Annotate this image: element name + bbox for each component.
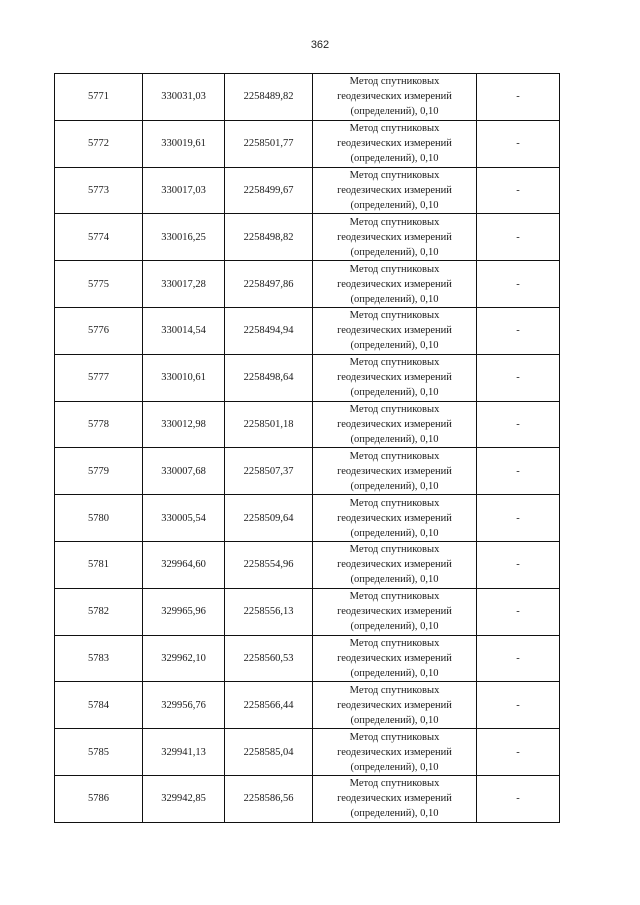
description-cell: -	[477, 401, 560, 448]
method-line: Метод спутниковых	[349, 450, 440, 462]
y-coordinate-cell: 2258554,96	[225, 541, 313, 588]
method-line: (определений), 0,10	[350, 246, 439, 258]
point-number-cell: 5781	[55, 541, 143, 588]
method-line: Метод спутниковых	[349, 216, 440, 228]
point-number-cell: 5777	[55, 354, 143, 401]
method-line: (определений), 0,10	[350, 574, 439, 586]
page-number: 362	[310, 39, 330, 51]
x-coordinate-cell: 330019,61	[143, 120, 225, 167]
x-coordinate-cell: 330017,28	[143, 261, 225, 308]
description-cell: -	[477, 120, 560, 167]
method-line: (определений), 0,10	[350, 199, 439, 211]
y-coordinate-cell: 2258489,82	[225, 74, 313, 121]
table-row	[55, 261, 560, 308]
y-coordinate-cell: 2258556,13	[225, 588, 313, 635]
method-cell	[313, 214, 477, 261]
method-line: геодезических измерений	[337, 559, 452, 571]
table-row	[55, 354, 560, 401]
x-coordinate-cell: 330014,54	[143, 307, 225, 354]
method-line: (определений), 0,10	[350, 808, 439, 820]
method-cell	[313, 448, 477, 495]
table-row	[55, 495, 560, 542]
x-coordinate-cell: 330031,03	[143, 74, 225, 121]
description-cell: -	[477, 261, 560, 308]
description-cell: -	[477, 74, 560, 121]
point-number-cell: 5783	[55, 635, 143, 682]
x-coordinate-cell: 330017,03	[143, 167, 225, 214]
method-line: (определений), 0,10	[350, 387, 439, 399]
point-number-cell: 5782	[55, 588, 143, 635]
method-cell	[313, 775, 477, 822]
method-cell	[313, 541, 477, 588]
coordinates-table-body	[55, 74, 560, 823]
coordinates-table	[54, 73, 560, 823]
y-coordinate-cell: 2258586,56	[225, 775, 313, 822]
method-line: геодезических измерений	[337, 793, 452, 805]
method-line: Метод спутниковых	[349, 263, 440, 275]
y-coordinate-cell: 2258501,18	[225, 401, 313, 448]
table-row	[55, 635, 560, 682]
method-cell	[313, 729, 477, 776]
table-row	[55, 167, 560, 214]
method-cell	[313, 588, 477, 635]
point-number-cell: 5786	[55, 775, 143, 822]
method-line: Метод спутниковых	[349, 497, 440, 509]
x-coordinate-cell: 330016,25	[143, 214, 225, 261]
method-line: геодезических измерений	[337, 418, 452, 430]
table-row	[55, 307, 560, 354]
method-line: Метод спутниковых	[349, 76, 440, 88]
y-coordinate-cell: 2258507,37	[225, 448, 313, 495]
method-line: Метод спутниковых	[349, 169, 440, 181]
y-coordinate-cell: 2258498,82	[225, 214, 313, 261]
description-cell: -	[477, 775, 560, 822]
method-line: геодезических измерений	[337, 91, 452, 103]
method-line: (определений), 0,10	[350, 761, 439, 773]
point-number-cell: 5772	[55, 120, 143, 167]
method-line: геодезических измерений	[337, 512, 452, 524]
method-line: Метод спутниковых	[349, 403, 440, 415]
y-coordinate-cell: 2258497,86	[225, 261, 313, 308]
y-coordinate-cell: 2258499,67	[225, 167, 313, 214]
point-number-cell: 5780	[55, 495, 143, 542]
method-cell	[313, 74, 477, 121]
method-line: Метод спутниковых	[349, 778, 440, 790]
description-cell: -	[477, 682, 560, 729]
point-number-cell: 5784	[55, 682, 143, 729]
method-line: (определений), 0,10	[350, 480, 439, 492]
method-line: геодезических измерений	[337, 606, 452, 618]
method-cell	[313, 401, 477, 448]
method-cell	[313, 307, 477, 354]
method-line: Метод спутниковых	[349, 591, 440, 603]
table-row	[55, 541, 560, 588]
method-line: Метод спутниковых	[349, 310, 440, 322]
method-line: (определений), 0,10	[350, 621, 439, 633]
description-cell: -	[477, 448, 560, 495]
method-line: (определений), 0,10	[350, 153, 439, 165]
x-coordinate-cell: 330005,54	[143, 495, 225, 542]
method-line: Метод спутниковых	[349, 637, 440, 649]
table-row	[55, 214, 560, 261]
x-coordinate-cell: 329965,96	[143, 588, 225, 635]
x-coordinate-cell: 329941,13	[143, 729, 225, 776]
table-row	[55, 682, 560, 729]
y-coordinate-cell: 2258501,77	[225, 120, 313, 167]
table-row	[55, 448, 560, 495]
description-cell: -	[477, 167, 560, 214]
method-line: геодезических измерений	[337, 184, 452, 196]
y-coordinate-cell: 2258560,53	[225, 635, 313, 682]
description-cell: -	[477, 354, 560, 401]
y-coordinate-cell: 2258498,64	[225, 354, 313, 401]
method-line: (определений), 0,10	[350, 340, 439, 352]
method-line: геодезических измерений	[337, 278, 452, 290]
description-cell: -	[477, 495, 560, 542]
x-coordinate-cell: 329942,85	[143, 775, 225, 822]
description-cell: -	[477, 588, 560, 635]
point-number-cell: 5779	[55, 448, 143, 495]
method-line: геодезических измерений	[337, 325, 452, 337]
y-coordinate-cell: 2258566,44	[225, 682, 313, 729]
x-coordinate-cell: 329964,60	[143, 541, 225, 588]
method-line: (определений), 0,10	[350, 106, 439, 118]
point-number-cell: 5775	[55, 261, 143, 308]
method-line: (определений), 0,10	[350, 714, 439, 726]
point-number-cell: 5778	[55, 401, 143, 448]
x-coordinate-cell: 329956,76	[143, 682, 225, 729]
method-line: (определений), 0,10	[350, 433, 439, 445]
method-cell	[313, 261, 477, 308]
method-line: геодезических измерений	[337, 231, 452, 243]
method-line: геодезических измерений	[337, 746, 452, 758]
method-line: геодезических измерений	[337, 699, 452, 711]
method-cell	[313, 354, 477, 401]
description-cell: -	[477, 214, 560, 261]
method-cell	[313, 167, 477, 214]
y-coordinate-cell: 2258494,94	[225, 307, 313, 354]
method-line: Метод спутниковых	[349, 684, 440, 696]
method-line: (определений), 0,10	[350, 293, 439, 305]
method-line: геодезических измерений	[337, 652, 452, 664]
table-row	[55, 775, 560, 822]
x-coordinate-cell: 330012,98	[143, 401, 225, 448]
description-cell: -	[477, 729, 560, 776]
point-number-cell: 5776	[55, 307, 143, 354]
description-cell: -	[477, 307, 560, 354]
point-number-cell: 5771	[55, 74, 143, 121]
method-cell	[313, 635, 477, 682]
method-line: Метод спутниковых	[349, 544, 440, 556]
table-row	[55, 729, 560, 776]
method-line: геодезических измерений	[337, 138, 452, 150]
table-row	[55, 74, 560, 121]
table-row	[55, 588, 560, 635]
method-cell	[313, 495, 477, 542]
method-line: Метод спутниковых	[349, 357, 440, 369]
method-line: (определений), 0,10	[350, 667, 439, 679]
method-line: геодезических измерений	[337, 465, 452, 477]
method-line: (определений), 0,10	[350, 527, 439, 539]
point-number-cell: 5774	[55, 214, 143, 261]
method-cell	[313, 120, 477, 167]
y-coordinate-cell: 2258585,04	[225, 729, 313, 776]
description-cell: -	[477, 541, 560, 588]
y-coordinate-cell: 2258509,64	[225, 495, 313, 542]
x-coordinate-cell: 330010,61	[143, 354, 225, 401]
method-cell	[313, 682, 477, 729]
x-coordinate-cell: 329962,10	[143, 635, 225, 682]
table-row	[55, 120, 560, 167]
method-line: Метод спутниковых	[349, 731, 440, 743]
method-line: Метод спутниковых	[349, 123, 440, 135]
point-number-cell: 5773	[55, 167, 143, 214]
point-number-cell: 5785	[55, 729, 143, 776]
method-line: геодезических измерений	[337, 372, 452, 384]
description-cell: -	[477, 635, 560, 682]
x-coordinate-cell: 330007,68	[143, 448, 225, 495]
table-row	[55, 401, 560, 448]
